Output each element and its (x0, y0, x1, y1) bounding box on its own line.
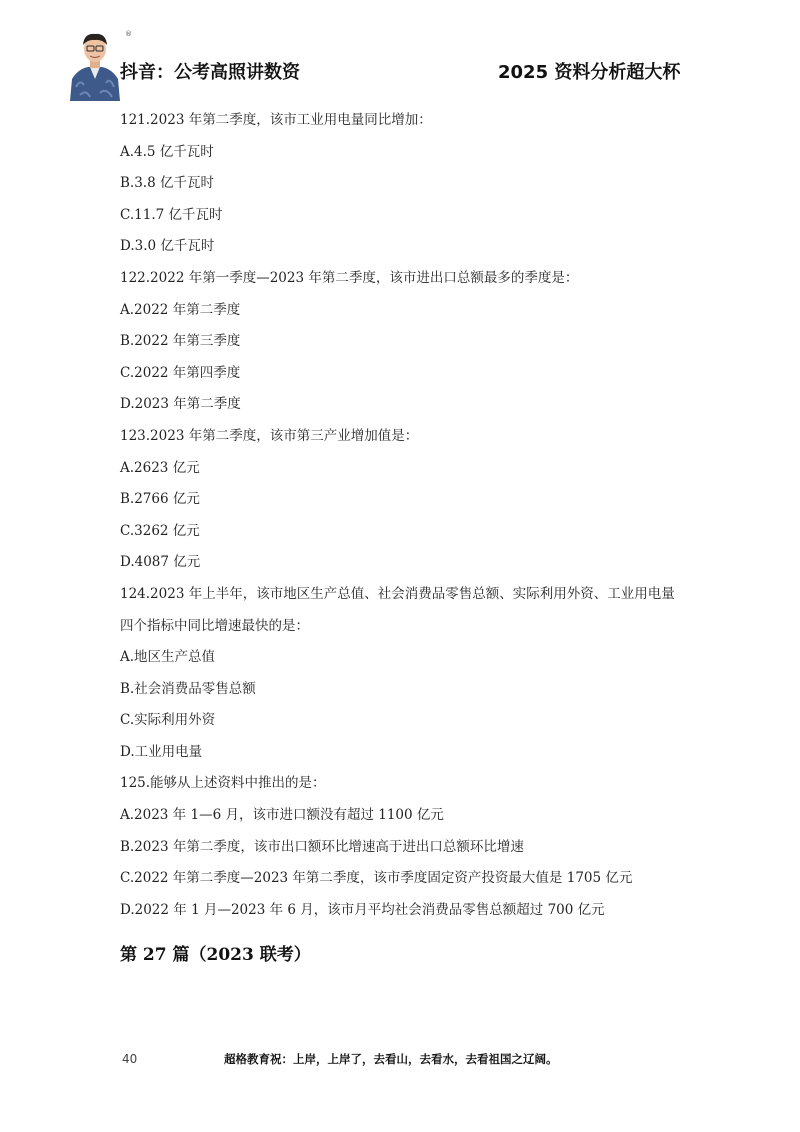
registered-mark: ® (125, 30, 132, 38)
header-left-title: 抖音：公考高照讲数资 (120, 62, 300, 83)
option: D.工业用电量 (120, 743, 203, 760)
question-stem: 122.2022 年第一季度—2023 年第二季度，该市进出口总额最多的季度是： (120, 269, 579, 286)
option: D.3.0 亿千瓦时 (120, 238, 215, 255)
option: B.2766 亿元 (120, 491, 200, 508)
section-title: 第 27 篇（2023 联考） (120, 945, 311, 965)
question-stem: 125.能够从上述资料中推出的是： (120, 775, 326, 792)
question-stem: 121.2023 年第二季度，该市工业用电量同比增加： (120, 112, 432, 128)
option: A.4.5 亿千瓦时 (120, 143, 214, 160)
option: C.2022 年第四季度 (120, 364, 241, 381)
option: C.2022 年第二季度—2023 年第二季度，该市季度固定资产投资最大值是 1705 亿元 (120, 870, 633, 887)
question-stem-continued: 四个指标中同比增速最快的是： (120, 617, 309, 634)
header-right-title: 2025 资料分析超大杯 (498, 62, 681, 83)
option: A.2022 年第二季度 (120, 301, 241, 318)
question-stem: 124.2023 年上半年，该市地区生产总值、社会消费品零售总额、实际利用外资、工业用电量 (120, 585, 675, 602)
option: C.3262 亿元 (120, 522, 200, 539)
option: B.3.8 亿千瓦时 (120, 175, 214, 192)
option: B.2022 年第三季度 (120, 333, 241, 350)
option: A.2623 亿元 (120, 459, 200, 476)
option: D.2022 年 1 月—2023 年 6 月，该市月平均社会消费品零售总额超过 700 亿元 (120, 901, 605, 918)
page-header (0, 0, 800, 110)
question-list (120, 105, 720, 926)
option: B.2023 年第二季度，该市出口额环比增速高于进出口总额环比增速 (120, 838, 524, 855)
author-photo (68, 27, 122, 101)
option: A.2023 年 1—6 月，该市进口额没有超过 1100 亿元 (120, 807, 444, 824)
option: A.地区生产总值 (120, 649, 216, 666)
option: C.实际利用外资 (120, 712, 216, 729)
page-number: 40 (122, 1052, 138, 1066)
option: D.4087 亿元 (120, 554, 201, 571)
option: C.11.7 亿千瓦时 (120, 206, 223, 223)
option: B.社会消费品零售总额 (120, 680, 256, 697)
option: D.2023 年第二季度 (120, 396, 241, 413)
question-stem: 123.2023 年第二季度，该市第三产业增加值是： (120, 427, 419, 444)
footer-slogan: 超格教育祝：上岸，上岸了，去看山，去看水，去看祖国之辽阔。 (224, 1052, 558, 1066)
